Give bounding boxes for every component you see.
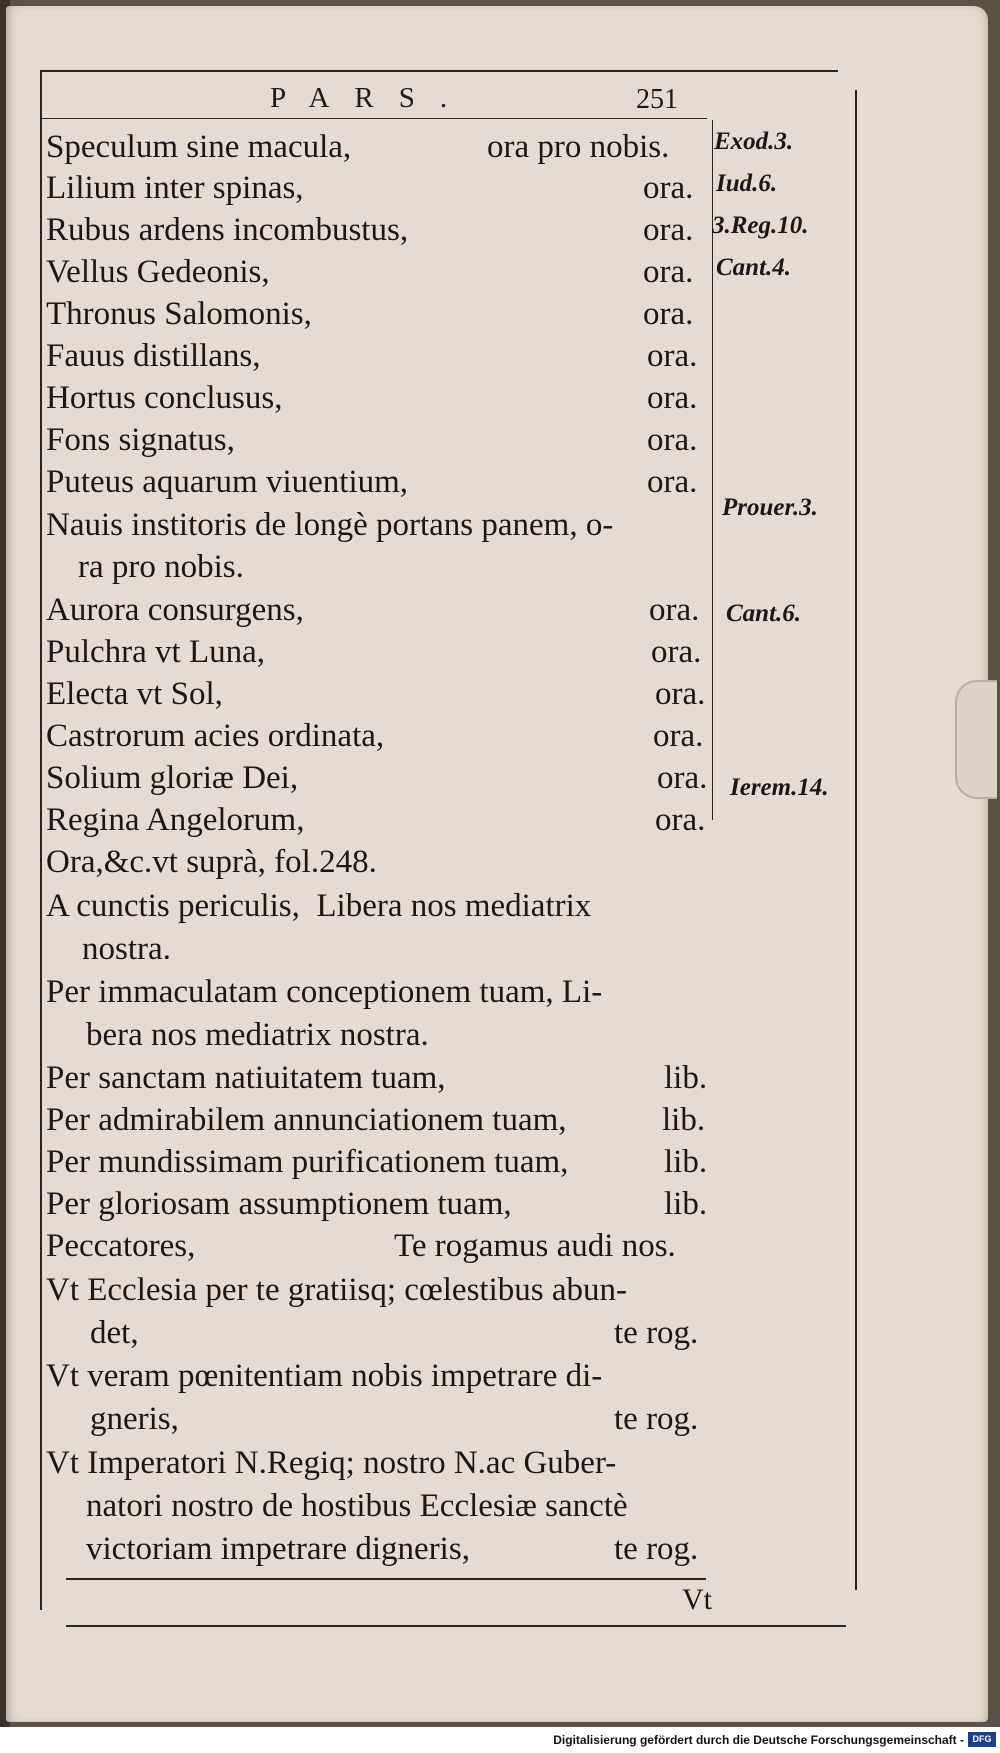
text-line: gneris, te rog. — [90, 1401, 699, 1437]
margin-note: Ierem.14. — [730, 774, 829, 801]
text-line: Vt veram pœnitentiam nobis impetrare di- — [46, 1358, 603, 1394]
text-line: det, te rog. — [90, 1315, 699, 1351]
header-rule — [42, 118, 707, 119]
text-line: Per sanctam natiuitatem tuam, lib. — [46, 1060, 708, 1096]
text-line: Hortus conclusus, ora. — [46, 380, 698, 416]
top-rule — [42, 70, 838, 72]
running-title: PARS. — [270, 82, 473, 114]
bottom-rule — [66, 1625, 846, 1627]
margin-note: Cant.4. — [716, 254, 792, 281]
margin-note: 3.Reg.10. — [712, 212, 809, 239]
page-number: 251 — [636, 84, 678, 115]
footer-bar — [0, 1727, 1000, 1753]
text-line: ra pro nobis. — [78, 549, 244, 585]
text-line: Solium gloriæ Dei, ora. — [46, 760, 708, 796]
text-line: Thronus Salomonis, ora. — [46, 296, 694, 332]
text-line: natori nostro de hostibus Ecclesiæ sanctè — [86, 1488, 628, 1524]
text-line: Puteus aquarum viuentium, ora. — [46, 464, 698, 500]
footer-rule — [66, 1578, 706, 1580]
text-line: Pulchra vt Luna, ora. — [46, 634, 702, 670]
text-line: Regina Angelorum, ora. — [46, 802, 706, 838]
text-line: Castrorum acies ordinata, ora. — [46, 718, 704, 754]
text-line: Vellus Gedeonis, ora. — [46, 254, 694, 290]
margin-note: Iud.6. — [716, 170, 778, 197]
margin-note: Cant.6. — [726, 600, 802, 627]
text-line: Speculum sine macula, ora pro nobis. — [46, 129, 670, 165]
running-header — [270, 82, 720, 118]
text-line: Fauus distillans, ora. — [46, 338, 698, 374]
page-clip — [955, 680, 997, 799]
text-line: Per immaculatam conceptionem tuam, Li- — [46, 974, 603, 1010]
right-rule — [855, 90, 857, 1590]
text-line: bera nos mediatrix nostra. — [86, 1017, 429, 1053]
text-line: Peccatores, Te rogamus audi nos. — [46, 1228, 676, 1264]
text-line: Per gloriosam assumptionem tuam, lib. — [46, 1186, 708, 1222]
text-line: Rubus ardens incombustus, ora. — [46, 212, 694, 248]
catchword: Vt — [682, 1583, 712, 1616]
text-line: Fons signatus, ora. — [46, 422, 698, 458]
text-line: Vt Imperatori N.Regiq; nostro N.ac Guber- — [46, 1445, 617, 1481]
text-line: nostra. — [82, 931, 171, 967]
margin-note: Prouer.3. — [722, 494, 818, 521]
text-line: Lilium inter spinas, ora. — [46, 170, 694, 206]
text-line: Vt Ecclesia per te gratiisq; cœlestibus abun- — [46, 1272, 627, 1308]
text-line: Ora,&c.vt suprà, fol.248. — [46, 844, 377, 880]
text-line: victoriam impetrare digneris, te rog. — [86, 1531, 699, 1567]
text-line: Per mundissimam purificationem tuam, lib. — [46, 1144, 708, 1180]
margin-note: Exod.3. — [714, 128, 794, 155]
funding-credit: Digitalisierung gefördert durch die Deutsche Forschungsgemeinschaft - — [553, 1733, 964, 1747]
left-rule — [40, 70, 42, 1610]
dfg-logo: DFG — [968, 1732, 996, 1747]
text-line: Per admirabilem annunciationem tuam, lib. — [46, 1102, 706, 1138]
text-line: Aurora consurgens, ora. — [46, 592, 700, 628]
text-line: Electa vt Sol, ora. — [46, 676, 706, 712]
text-line: A cunctis periculis, Libera nos mediatrix — [46, 888, 592, 924]
text-line: Nauis institoris de longè portans panem, o- — [46, 507, 614, 543]
